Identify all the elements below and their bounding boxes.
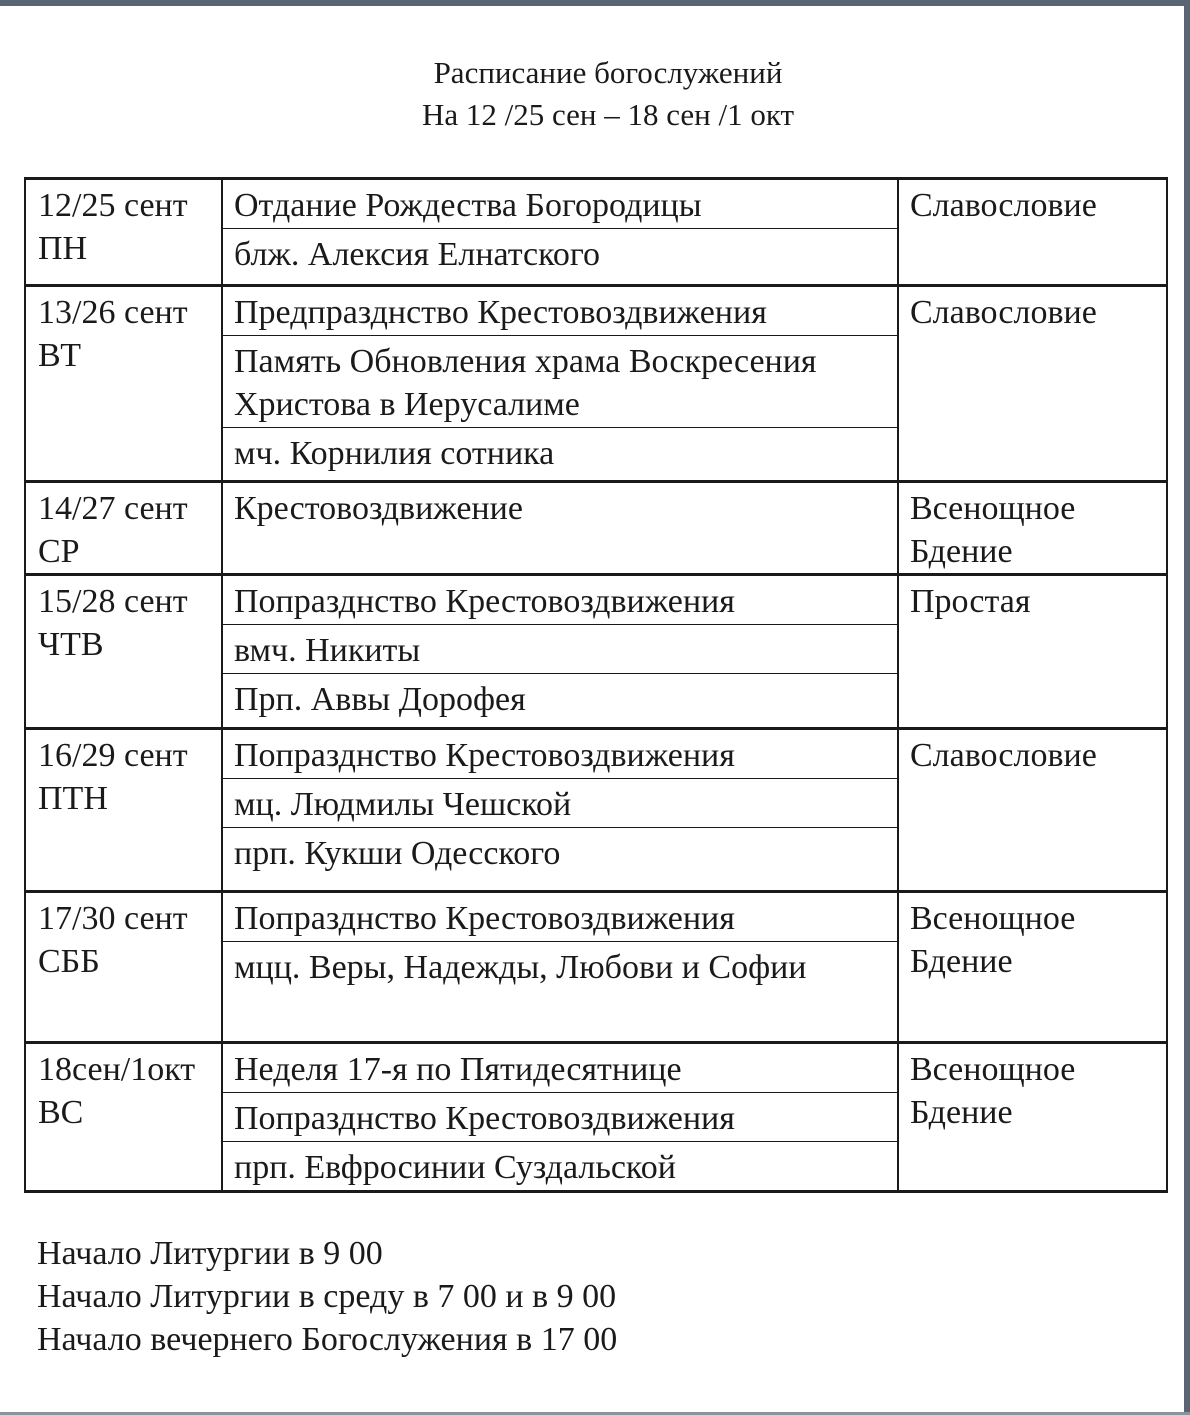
- weekday-text: ВС: [38, 1094, 84, 1131]
- schedule-row: [25, 179, 1167, 286]
- service-cell: [898, 482, 1167, 575]
- weekday-text: ПТН: [38, 780, 108, 817]
- schedule-row: [25, 482, 1167, 575]
- service-text: Славословие: [910, 294, 1097, 331]
- weekday-text: СР: [38, 533, 80, 570]
- event-line: мч. Корнилия сотника: [234, 435, 555, 472]
- date-cell: [25, 575, 222, 729]
- event-line: Попразднство Крестовоздвижения: [223, 1093, 897, 1142]
- events-cell: [222, 179, 898, 286]
- date-text: 14/27 сент: [38, 490, 188, 527]
- event-line: прп. Кукши Одесского: [234, 835, 561, 872]
- service-text: Простая: [910, 583, 1031, 620]
- weekday-text: ВТ: [38, 337, 81, 374]
- service-text: Всенощное Бдение: [910, 1051, 1076, 1131]
- events-cell: [222, 729, 898, 892]
- weekday-text: ПН: [38, 230, 88, 267]
- schedule-table: [24, 177, 1168, 1193]
- date-cell: [25, 729, 222, 892]
- liturgy-time-note: Начало Литургии в 9 00: [37, 1235, 383, 1272]
- date-cell: [25, 482, 222, 575]
- event-line: Попразднство Крестовоздвижения: [223, 893, 897, 942]
- schedule-row: [25, 575, 1167, 729]
- events-cell: [222, 575, 898, 729]
- weekday-text: ЧТВ: [38, 626, 104, 663]
- date-text: 18сен/1окт: [38, 1051, 196, 1088]
- weekday-text: СББ: [38, 943, 100, 980]
- event-line: Прп. Аввы Дорофея: [234, 681, 526, 718]
- wednesday-liturgy-note: Начало Литургии в среду в 7 00 и в 9 00: [37, 1278, 617, 1315]
- events-cell: [222, 482, 898, 575]
- service-cell: [898, 179, 1167, 286]
- event-line: мцц. Веры, Надежды, Любови и Софии: [234, 949, 807, 986]
- events-cell: [222, 1043, 898, 1192]
- event-line: Отдание Рождества Богородицы: [223, 180, 897, 229]
- service-text: Всенощное Бдение: [910, 490, 1076, 570]
- document-subtitle: На 12 /25 сен – 18 сен /1 окт: [421, 97, 795, 132]
- service-cell: [898, 1043, 1167, 1192]
- event-line: Неделя 17-я по Пятидесятнице: [223, 1044, 897, 1093]
- service-cell: [898, 575, 1167, 729]
- event-line: Предпразднство Крестовоздвижения: [223, 287, 897, 336]
- date-cell: [25, 1043, 222, 1192]
- date-text: 15/28 сент: [38, 583, 188, 620]
- service-text: Славословие: [910, 187, 1097, 224]
- schedule-row: [25, 729, 1167, 892]
- event-line: прп. Евфросинии Суздальской: [234, 1149, 676, 1186]
- date-cell: [25, 286, 222, 482]
- date-text: 13/26 сент: [38, 294, 188, 331]
- schedule-row: [25, 286, 1167, 482]
- service-cell: [898, 892, 1167, 1043]
- service-text: Всенощное Бдение: [910, 900, 1076, 980]
- service-cell: [898, 729, 1167, 892]
- schedule-row: [25, 892, 1167, 1043]
- event-line: Крестовоздвижение: [234, 490, 523, 527]
- date-cell: [25, 179, 222, 286]
- date-text: 16/29 сент: [38, 737, 188, 774]
- schedule-row: [25, 1043, 1167, 1192]
- event-line: Память Обновления храма Воскресения Христова в Иерусалиме: [223, 336, 897, 428]
- date-text: 17/30 сент: [38, 900, 188, 937]
- events-cell: [222, 892, 898, 1043]
- service-cell: [898, 286, 1167, 482]
- event-line: блж. Алексия Елнатского: [234, 236, 601, 273]
- event-line: вмч. Никиты: [223, 625, 897, 674]
- date-text: 12/25 сент: [38, 187, 188, 224]
- event-line: Попразднство Крестовоздвижения: [223, 730, 897, 779]
- document-title: Расписание богослужений: [433, 55, 783, 90]
- date-cell: [25, 892, 222, 1043]
- event-line: Попразднство Крестовоздвижения: [223, 576, 897, 625]
- service-text: Славословие: [910, 737, 1097, 774]
- event-line: мц. Людмилы Чешской: [223, 779, 897, 828]
- events-cell: [222, 286, 898, 482]
- window-top-border: [0, 0, 1190, 6]
- window-right-border: [1184, 0, 1190, 1415]
- evening-service-note: Начало вечернего Богослужения в 17 00: [37, 1321, 618, 1358]
